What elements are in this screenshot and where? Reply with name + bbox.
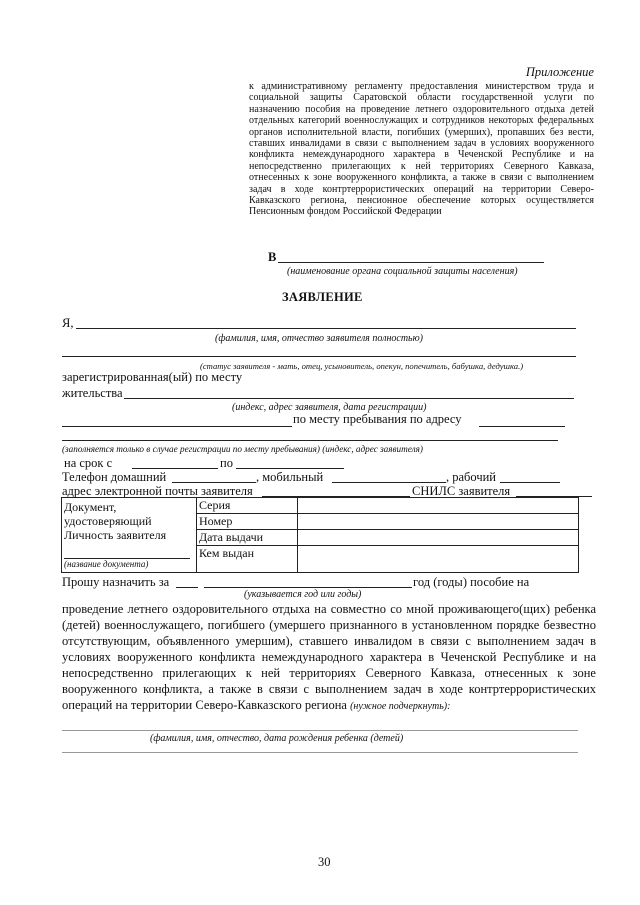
addressee-prefix: В [268,250,277,264]
child-field-2[interactable] [62,752,578,753]
request-prefix: Прошу назначить за [62,575,170,589]
phone-home-label: Телефон домашний [62,470,167,484]
identity-document-hint: (название документа) [64,559,149,569]
period-to-label: по [220,456,233,470]
addressee-field[interactable] [278,262,544,263]
request-year-short-field[interactable] [176,587,198,588]
applicant-name-field[interactable] [76,328,576,329]
request-year-field[interactable] [204,587,412,588]
applicant-status-field[interactable] [62,356,576,357]
identity-document-cell [62,498,197,573]
registration-field[interactable] [124,398,574,399]
document-title: ЗАЯВЛЕНИЕ [282,290,363,304]
period-from-label: на срок с [64,456,113,470]
registration-hint: (индекс, адрес заявителя, дата регистрации) [232,402,427,413]
request-year-hint: (указывается год или годы) [244,589,362,600]
applicant-status-hint: (статус заявителя - мать, отец, усыновитель, опекун, попечитель, бабушка, дедушка.) [200,361,524,371]
identity-document-label-3: Личность заявителя [64,528,167,542]
snils-label: СНИЛС заявителя [412,484,511,498]
issue-date-label: Дата выдачи [197,530,298,546]
period-to-field[interactable] [236,468,344,469]
stay-field-right[interactable] [479,426,565,427]
child-field-1[interactable] [62,730,578,731]
child-hint: (фамилия, имя, отчество, дата рождения ребенка (детей) [150,733,404,744]
stay-hint: (заполняется только в случае регистрации по месту пребывания) (индекс, адрес заявителя) [62,444,423,454]
phone-mobile-label: , мобильный [256,470,324,484]
identity-document-label-2: удостоверяющий [64,514,152,528]
phone-work-field[interactable] [500,482,560,483]
series-field[interactable] [298,498,579,514]
stay-address-field[interactable] [62,440,558,441]
request-body [62,601,596,715]
number-label: Номер [197,514,298,530]
number-field[interactable] [298,514,579,530]
stay-field-left[interactable] [62,426,292,427]
phone-home-field[interactable] [172,482,256,483]
identity-document-table [61,497,579,573]
page-number: 30 [318,855,331,869]
series-label: Серия [197,498,298,514]
issued-by-label: Кем выдан [197,546,298,573]
phone-mobile-field[interactable] [332,482,446,483]
stay-label: по месту пребывания по адресу [293,412,462,426]
email-label: адрес электронной почты заявителя [62,484,253,498]
addressee-hint: (наименование органа социальной защиты населения) [287,266,518,277]
identity-document-label-1: Документ, [64,500,117,514]
applicant-prefix: Я, [62,316,74,330]
phone-work-label: , рабочий [446,470,496,484]
registered-label-1: зарегистрированная(ый) по месту [62,370,243,384]
period-from-field[interactable] [132,468,218,469]
appendix-text: к административному регламенту предоставления министерством труда и социальной защиты Саратовской области государственной услуги по назначению пособия на проведение летнего оздоровительного отдыха детей отдельных категорий военнослужащих и сотрудников некоторых федеральных органов исполнительной власти, погибших (умерших), пропавших без вести, ставших инвалидами в связи с выполнением задач в условиях вооруженного конфликта немеждународного характера в Чеченской Республике и на непосредственно прилегающих к ней территориях Северного Кавказа, отнесенных к зоне вооруженного конфликта, а также в связи с выполнением задач в ходе контртеррористических операций на территории Северо-Кавказского региона, пенсионное обеспечение которых осуществляется Пенсионным фондом Российской Федерации [249,81,594,218]
applicant-name-hint: (фамилия, имя, отчество заявителя полностью) [215,333,423,344]
issue-date-field[interactable] [298,530,579,546]
registered-label-2: жительства [62,386,123,400]
appendix-label: Приложение [525,65,594,79]
request-body-note: (нужное подчеркнуть): [350,701,451,712]
issued-by-field[interactable] [298,546,579,573]
request-body-text: проведение летнего оздоровительного отдыха на совместно со мной проживающего(щих) ребенка (детей) военнослужащего, погибшего (умершего признанного в установленном порядке безвестно отсутствующим, объявленного умершим), ставшего инвалидом в связи с выполнением задач в условиях вооруженного конфликта немеждународного характера в Чеченской Республике и на непосредственно прилегающих к ней территориях Северного Кавказа, отнесенных к зоне вооруженного конфликта, а также в связи с выполнением задач в ходе контртеррористических операций на территории Северо-Кавказского региона [62,602,596,712]
request-suffix: год (годы) пособие на [413,575,530,589]
